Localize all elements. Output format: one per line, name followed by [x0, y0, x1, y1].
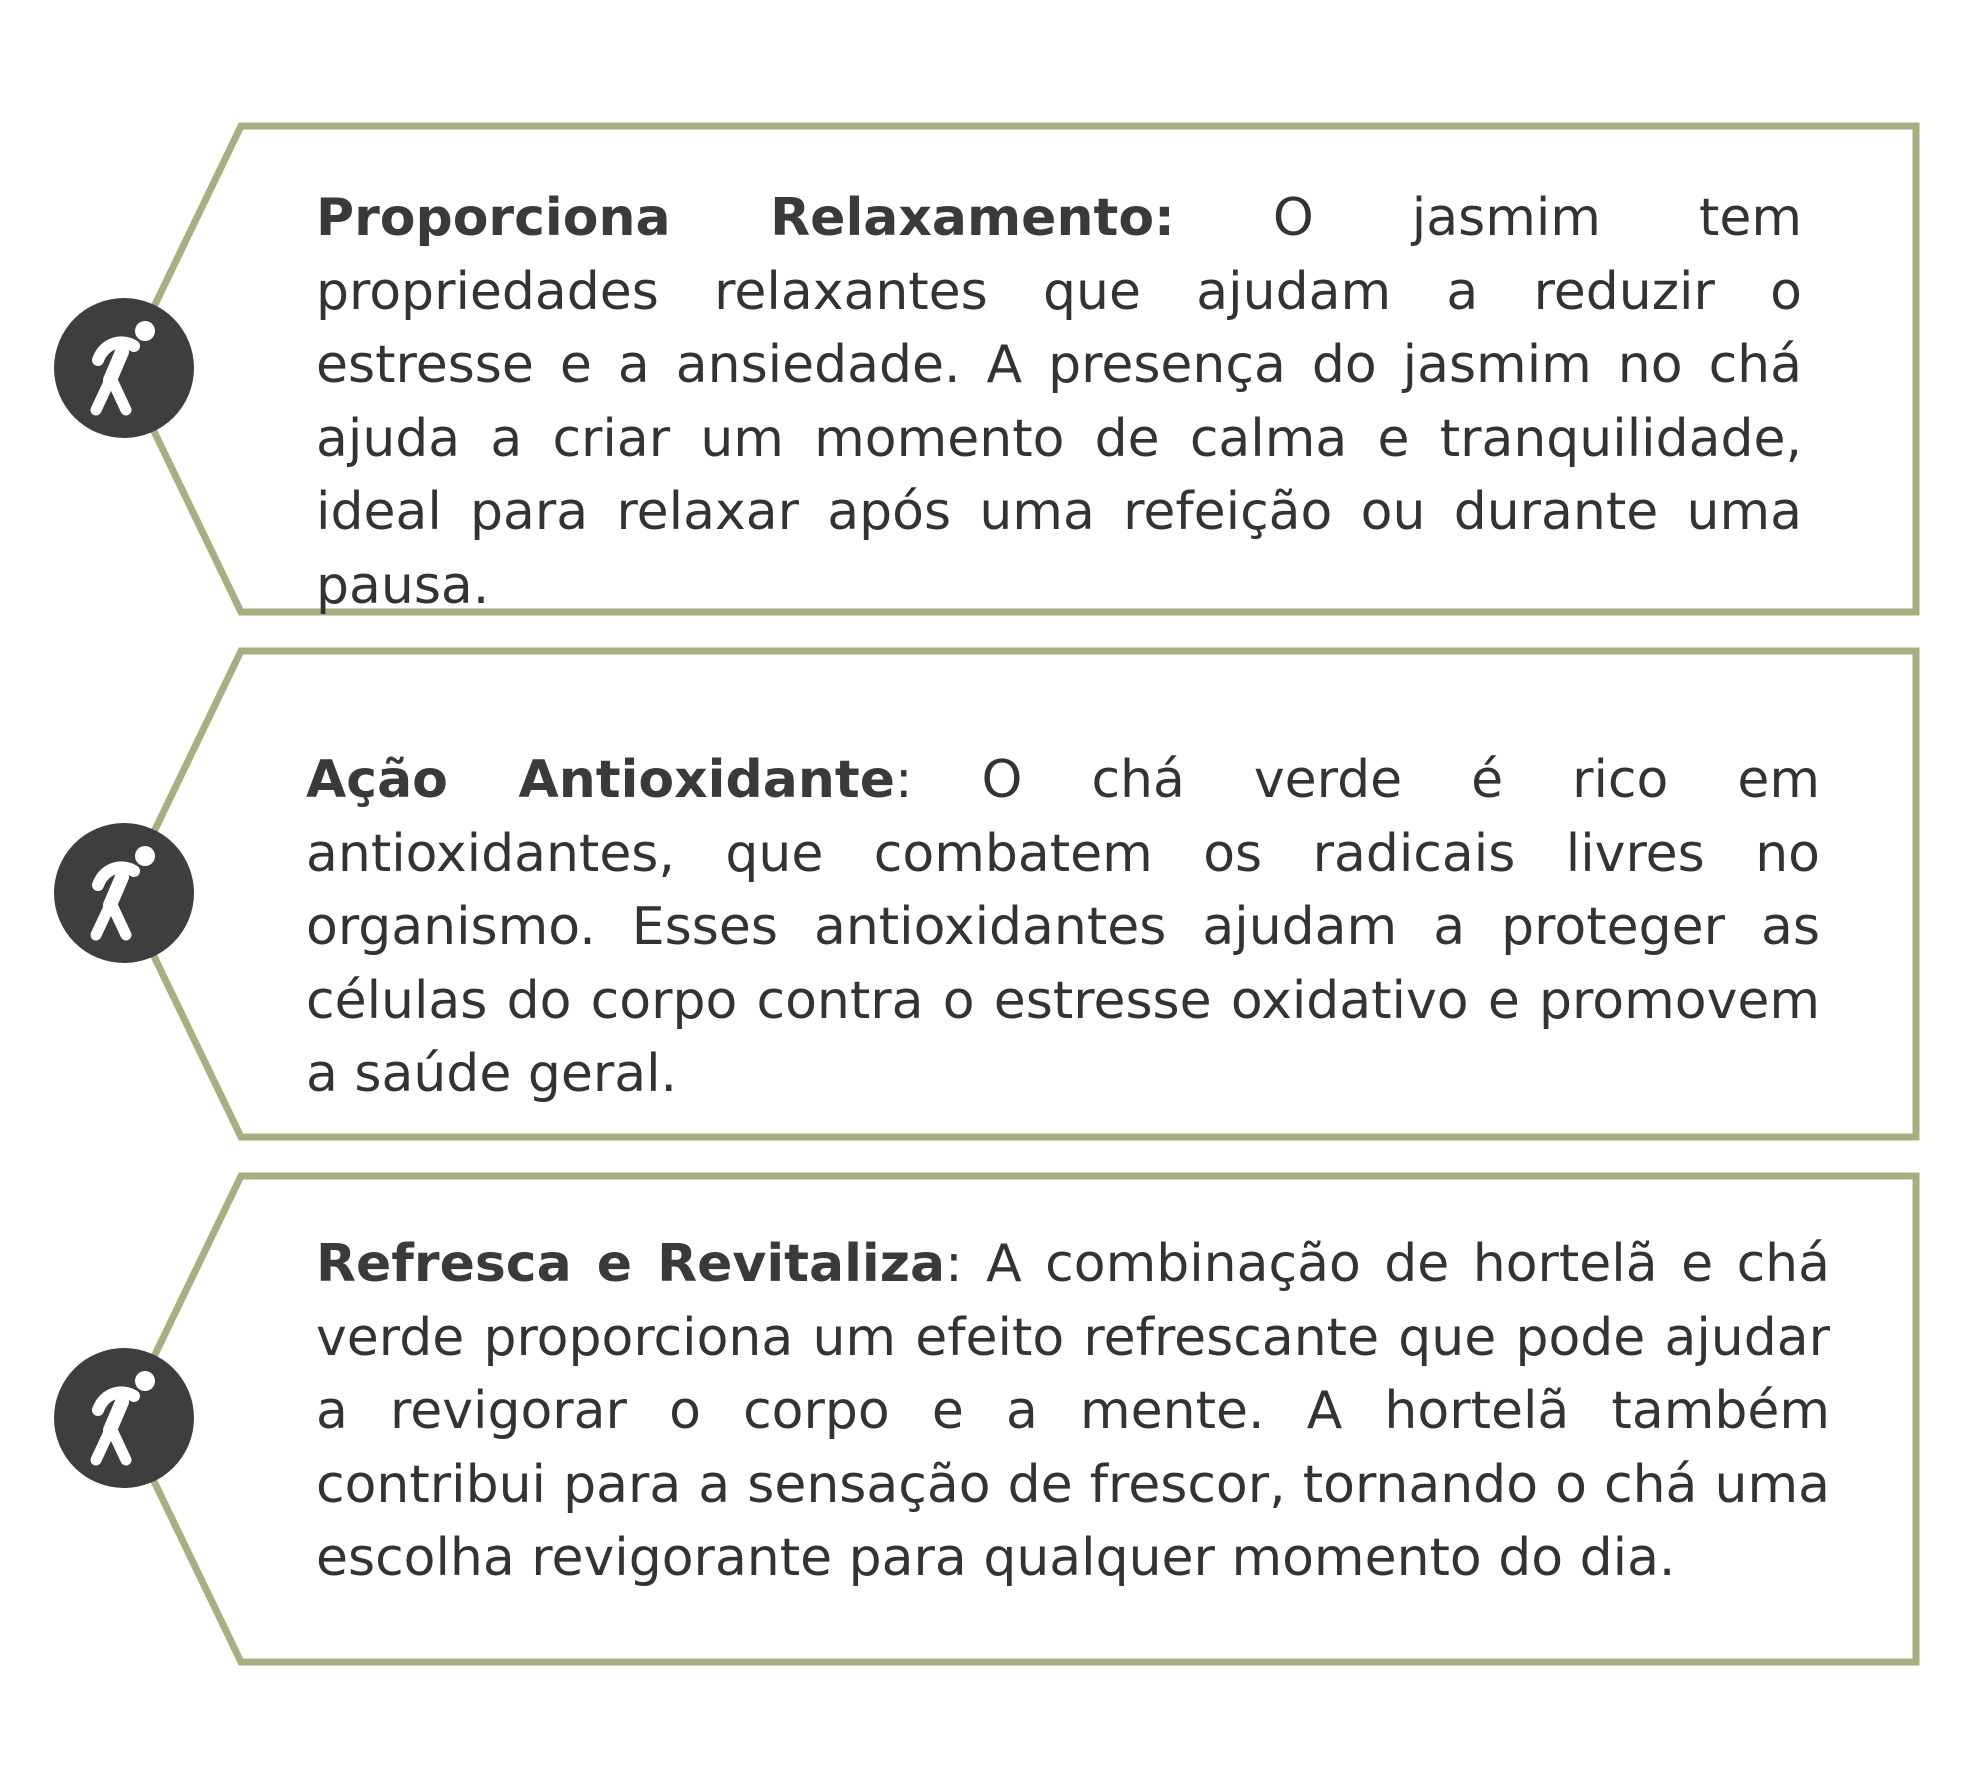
badge-circle: [54, 1348, 194, 1488]
benefit-body: : O chá verde é rico em antioxidantes, que combatem os radicais livres no organismo. Esses antioxidantes ajudam a proteger as células do corpo contra o estresse oxidativo e promovem a saúde geral.: [306, 750, 1820, 1104]
benefit-title: Proporciona Relaxamento:: [316, 188, 1175, 248]
benefit-title: Ação Antioxidante: [306, 750, 895, 810]
benefit-card-antioxidante: [0, 647, 1969, 1141]
benefit-title: Refresca e Revitaliza: [316, 1234, 946, 1294]
stretching-person-icon: [82, 318, 166, 418]
stretching-person-icon: [82, 1368, 166, 1468]
benefit-card-refresca: [0, 1172, 1969, 1666]
benefit-card-relaxamento: [0, 122, 1969, 616]
benefit-text: [316, 182, 1802, 623]
benefit-body: : A combinação de hortelã e chá verde proporciona um efeito refrescante que pode ajudar a revigorar o corpo e a mente. A hortelã também contribui para a sensação de frescor, tornando o chá uma escolha revigorante para qualquer momento do dia.: [316, 1234, 1830, 1588]
stretching-person-icon: [82, 843, 166, 943]
benefit-text: [316, 1228, 1830, 1596]
benefit-body: O jasmim tem propriedades relaxantes que ajudam a reduzir o estresse e a ansiedade. A presença do jasmim no chá ajuda a criar um momento de calma e tranquilidade, ideal para relaxar após uma refeição ou durante uma pausa.: [316, 188, 1802, 616]
benefit-text: [306, 744, 1820, 1112]
badge-circle: [54, 298, 194, 438]
badge-circle: [54, 823, 194, 963]
